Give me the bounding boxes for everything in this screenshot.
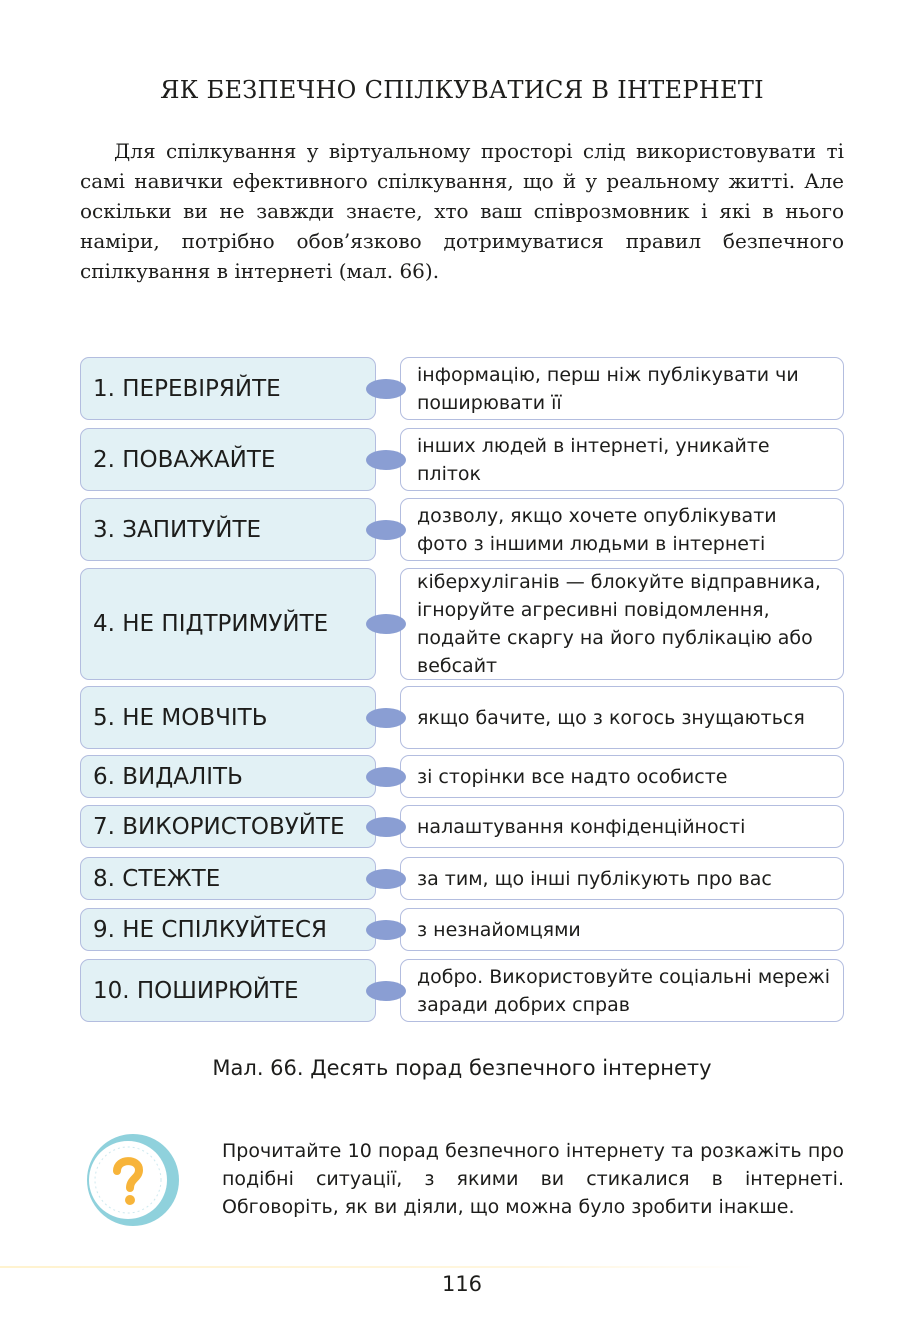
rule-action: 3. ЗАПИТУЙТЕ <box>80 498 376 561</box>
rule-row <box>80 755 844 798</box>
rule-detail: налаштування конфіденційності <box>400 805 844 848</box>
rule-action: 8. СТЕЖТЕ <box>80 857 376 900</box>
rule-row <box>80 686 844 749</box>
figure-caption: Мал. 66. Десять порад безпечного інтернету <box>212 1056 712 1080</box>
footer-divider <box>0 1266 760 1268</box>
rule-action: 7. ВИКОРИСТОВУЙТЕ <box>80 805 376 848</box>
rule-row <box>80 568 844 680</box>
rule-row <box>80 498 844 561</box>
page-number: 116 <box>441 1272 483 1296</box>
rule-detail: з незнайомцями <box>400 908 844 951</box>
rule-detail: інформацію, перш ніж публікувати чи поширювати її <box>400 357 844 420</box>
rule-detail: інших людей в інтернеті, уникайте пліток <box>400 428 844 491</box>
rule-action: 4. НЕ ПІДТРИМУЙТЕ <box>80 568 376 680</box>
rule-row <box>80 908 844 951</box>
rule-detail: кіберхуліганів — блокуйте відправника, ігноруйте агресивні повідомлення, подайте скаргу на його публікацію або вебсайт <box>400 568 844 680</box>
connector-dot <box>366 920 406 940</box>
rule-action: 6. ВИДАЛІТЬ <box>80 755 376 798</box>
connector-dot <box>366 450 406 470</box>
connector-dot <box>366 981 406 1001</box>
rule-detail: за тим, що інші публікують про вас <box>400 857 844 900</box>
rule-detail: якщо бачите, що з когось знущаються <box>400 686 844 749</box>
connector-dot <box>366 708 406 728</box>
connector-dot <box>366 767 406 787</box>
rule-action: 2. ПОВАЖАЙТЕ <box>80 428 376 491</box>
rule-detail: дозволу, якщо хочете опублікувати фото з іншими людьми в інтернеті <box>400 498 844 561</box>
connector-dot <box>366 520 406 540</box>
connector-dot <box>366 614 406 634</box>
rule-row <box>80 959 844 1022</box>
rule-detail: зі сторінки все надто особисте <box>400 755 844 798</box>
page-title: ЯК БЕЗПЕЧНО СПІЛКУВАТИСЯ В ІНТЕРНЕТІ <box>160 76 764 104</box>
rule-row <box>80 857 844 900</box>
rule-row <box>80 357 844 420</box>
rule-action: 9. НЕ СПІЛКУЙТЕСЯ <box>80 908 376 951</box>
rule-action: 1. ПЕРЕВІРЯЙТЕ <box>80 357 376 420</box>
rule-action: 5. НЕ МОВЧІТЬ <box>80 686 376 749</box>
question-mark-icon <box>86 1133 180 1227</box>
rule-row <box>80 805 844 848</box>
rule-row <box>80 428 844 491</box>
connector-dot <box>366 379 406 399</box>
connector-dot <box>366 817 406 837</box>
intro-paragraph: Для спілкування у віртуальному просторі слід використовувати ті самі навички ефективного спілкування, що й у реальному житті. Але оскільки ви не завжди знаєте, хто ваш співрозмовник і які в нього наміри, потрібно обов’язково дотримуватися правил безпечного спілкування в інтернеті (мал. 66). <box>80 139 844 283</box>
rule-detail: добро. Використовуйте соціальні мережі заради добрих справ <box>400 959 844 1022</box>
discussion-task: Прочитайте 10 порад безпечного інтернету та розкажіть про подібні ситуації, з якими ви стикалися в інтернеті. Обговоріть, як ви діяли, що можна було зробити інакше. <box>222 1140 844 1218</box>
rule-action: 10. ПОШИРЮЙТЕ <box>80 959 376 1022</box>
connector-dot <box>366 869 406 889</box>
